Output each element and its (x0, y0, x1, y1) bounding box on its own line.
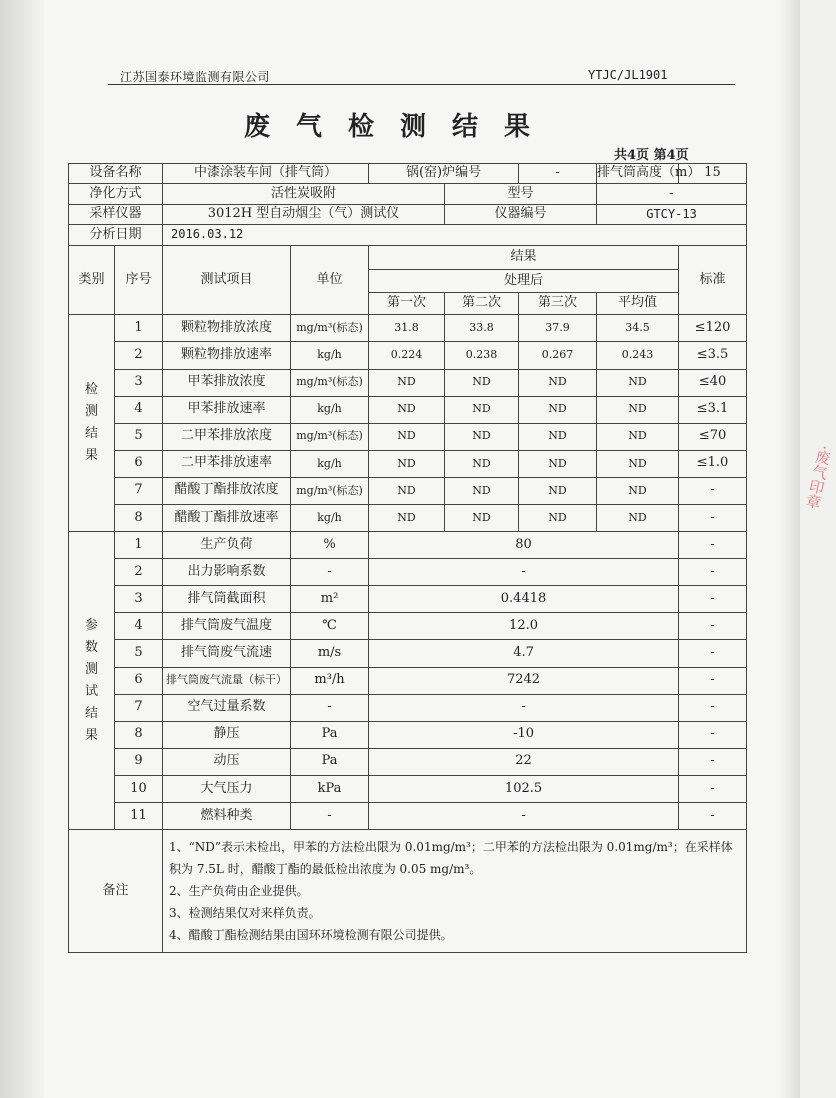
stack-height-label: 排气筒高度（m） (597, 164, 679, 184)
value-cell: 0.224 (369, 342, 445, 369)
unit-cell: mg/m³(标态) (291, 315, 369, 342)
item-cell: 颗粒物排放浓度 (163, 315, 291, 342)
param-row (69, 640, 747, 667)
unit-cell: ℃ (291, 613, 369, 640)
standard-cell: - (679, 721, 747, 748)
value-cell: ND (519, 450, 597, 477)
value-cell: 80 (369, 532, 679, 559)
value-cell: ND (445, 505, 519, 532)
seq-cell: 5 (115, 640, 163, 667)
param-row (69, 586, 747, 613)
unit-cell: - (291, 559, 369, 586)
item-cell: 燃料种类 (163, 803, 291, 830)
item-cell: 二甲苯排放速率 (163, 450, 291, 477)
standard-cell: - (679, 559, 747, 586)
param-row (69, 532, 747, 559)
unit-cell: m³/h (291, 667, 369, 694)
col-standard: 标准 (679, 245, 747, 315)
param-row (69, 694, 747, 721)
item-cell: 二甲苯排放浓度 (163, 423, 291, 450)
value-cell: ND (519, 505, 597, 532)
seq-cell: 3 (115, 586, 163, 613)
detect-row (69, 342, 747, 369)
item-cell: 排气筒废气流量（标干） (163, 667, 291, 694)
unit-cell: kg/h (291, 396, 369, 423)
value-cell: 0.243 (597, 342, 679, 369)
seq-cell: 6 (115, 450, 163, 477)
meta-row (69, 204, 747, 224)
detect-row (69, 423, 747, 450)
sampler-label: 采样仪器 (69, 204, 163, 224)
value-cell: 22 (369, 748, 679, 775)
standard-cell: ≤3.1 (679, 396, 747, 423)
col-unit: 单位 (291, 245, 369, 315)
category-param-text: 参数测试结果 (84, 617, 98, 743)
unit-cell: m/s (291, 640, 369, 667)
value-cell: ND (597, 369, 679, 396)
seq-cell: 8 (115, 721, 163, 748)
results-table (68, 163, 747, 953)
unit-cell: mg/m³(标态) (291, 369, 369, 396)
unit-cell: kg/h (291, 450, 369, 477)
unit-cell: mg/m³(标态) (291, 423, 369, 450)
remarks-row (69, 830, 747, 953)
value-cell: 34.5 (597, 315, 679, 342)
detect-row (69, 450, 747, 477)
item-cell: 空气过量系数 (163, 694, 291, 721)
col-item: 测试项目 (163, 245, 291, 315)
document-code: YTJC/JL1901 (588, 68, 668, 82)
seq-cell: 4 (115, 613, 163, 640)
scan-left-edge (0, 0, 44, 1098)
meta-row (69, 225, 747, 245)
remark-line: 2、生产负荷由企业提供。 (169, 883, 309, 898)
remarks-cell (163, 830, 747, 953)
unit-cell: % (291, 532, 369, 559)
col-first: 第一次 (369, 292, 445, 315)
standard-cell: ≤120 (679, 315, 747, 342)
col-category: 类别 (69, 245, 115, 315)
remark-line: 1、“ND”表示未检出，甲苯的方法检出限为 0.01mg/m³；二甲苯的方法检出限为 0.01mg/m³；在采样体积为 7.5L 时，醋酸丁酯的最低检出浓度为 0.05 mg/m³。 (169, 839, 733, 876)
item-cell: 颗粒物排放速率 (163, 342, 291, 369)
item-cell: 甲苯排放浓度 (163, 369, 291, 396)
seal-stamp: ·废气印章 (802, 443, 834, 511)
detect-row (69, 369, 747, 396)
sampler-value: 3012H 型自动烟尘（气）测试仪 (163, 204, 445, 224)
value-cell: ND (597, 477, 679, 504)
standard-cell: ≤1.0 (679, 450, 747, 477)
standard-cell: - (679, 613, 747, 640)
col-second: 第二次 (445, 292, 519, 315)
col-avg: 平均值 (597, 292, 679, 315)
value-cell: 37.9 (519, 315, 597, 342)
item-cell: 醋酸丁酯排放浓度 (163, 477, 291, 504)
seq-cell: 6 (115, 667, 163, 694)
value-cell: ND (445, 396, 519, 423)
device-name-label: 设备名称 (69, 164, 163, 184)
unit-cell: - (291, 803, 369, 830)
model-value: - (597, 184, 747, 204)
item-cell: 动压 (163, 748, 291, 775)
param-row (69, 667, 747, 694)
seq-cell: 3 (115, 369, 163, 396)
seq-cell: 7 (115, 694, 163, 721)
value-cell: ND (445, 369, 519, 396)
standard-cell: ≤40 (679, 369, 747, 396)
item-cell: 出力影响系数 (163, 559, 291, 586)
value-cell: ND (597, 450, 679, 477)
value-cell: 0.238 (445, 342, 519, 369)
value-cell: 4.7 (369, 640, 679, 667)
detect-row (69, 505, 747, 532)
seq-cell: 10 (115, 775, 163, 802)
item-cell: 甲苯排放速率 (163, 396, 291, 423)
stack-height: 15 (679, 164, 747, 184)
value-cell: ND (519, 423, 597, 450)
value-cell: ND (369, 450, 445, 477)
header-rule (108, 84, 735, 85)
col-third: 第三次 (519, 292, 597, 315)
value-cell: ND (597, 423, 679, 450)
standard-cell: - (679, 803, 747, 830)
device-name: 中漆涂装车间（排气筒） (163, 164, 369, 184)
unit-cell: kg/h (291, 342, 369, 369)
category-detect (69, 315, 115, 532)
standard-cell: - (679, 505, 747, 532)
value-cell: ND (445, 450, 519, 477)
col-result: 结果 (369, 245, 679, 270)
value-cell: -10 (369, 721, 679, 748)
param-row (69, 613, 747, 640)
value-cell: 0.4418 (369, 586, 679, 613)
page-title: 废气检测结果 (243, 112, 556, 142)
unit-cell: mg/m³(标态) (291, 477, 369, 504)
standard-cell: - (679, 586, 747, 613)
instrument-no: GTCY-13 (597, 204, 747, 224)
boiler-no: - (519, 164, 597, 184)
item-cell: 排气筒截面积 (163, 586, 291, 613)
value-cell: 0.267 (519, 342, 597, 369)
value-cell: ND (369, 396, 445, 423)
value-cell: 31.8 (369, 315, 445, 342)
remark-line: 3、检测结果仅对来样负责。 (169, 906, 321, 921)
standard-cell: - (679, 775, 747, 802)
param-row (69, 559, 747, 586)
value-cell: ND (519, 396, 597, 423)
meta-row (69, 184, 747, 204)
value-cell: 12.0 (369, 613, 679, 640)
unit-cell: Pa (291, 748, 369, 775)
instrument-no-label: 仪器编号 (445, 204, 597, 224)
remarks-label: 备注 (69, 830, 163, 953)
unit-cell: - (291, 694, 369, 721)
value-cell: ND (369, 423, 445, 450)
value-cell: - (369, 559, 679, 586)
meta-row (69, 164, 747, 184)
category-param (69, 532, 115, 830)
detect-row (69, 396, 747, 423)
seq-cell: 7 (115, 477, 163, 504)
value-cell: ND (597, 396, 679, 423)
boiler-no-label: 锅(窑)炉编号 (369, 164, 519, 184)
standard-cell: ≤70 (679, 423, 747, 450)
seq-cell: 11 (115, 803, 163, 830)
col-treated: 处理后 (369, 270, 679, 293)
standard-cell: - (679, 532, 747, 559)
value-cell: ND (369, 505, 445, 532)
item-cell: 排气筒废气温度 (163, 613, 291, 640)
value-cell: ND (519, 369, 597, 396)
standard-cell: ≤3.5 (679, 342, 747, 369)
param-row (69, 803, 747, 830)
param-row (69, 721, 747, 748)
col-seq: 序号 (115, 245, 163, 315)
seq-cell: 8 (115, 505, 163, 532)
param-row (69, 748, 747, 775)
item-cell: 排气筒废气流速 (163, 640, 291, 667)
seq-cell: 1 (115, 315, 163, 342)
unit-cell: Pa (291, 721, 369, 748)
value-cell: ND (597, 505, 679, 532)
param-row (69, 775, 747, 802)
value-cell: - (369, 694, 679, 721)
company-name: 江苏国泰环境监测有限公司 (120, 70, 271, 84)
standard-cell: - (679, 694, 747, 721)
value-cell: ND (445, 477, 519, 504)
unit-cell: kPa (291, 775, 369, 802)
standard-cell: - (679, 477, 747, 504)
seq-cell: 2 (115, 342, 163, 369)
header-row (69, 245, 747, 270)
purify-label: 净化方式 (69, 184, 163, 204)
value-cell: 7242 (369, 667, 679, 694)
purify-method: 活性炭吸附 (163, 184, 445, 204)
value-cell: ND (369, 369, 445, 396)
value-cell: 33.8 (445, 315, 519, 342)
item-cell: 大气压力 (163, 775, 291, 802)
standard-cell: - (679, 640, 747, 667)
standard-cell: - (679, 748, 747, 775)
seq-cell: 5 (115, 423, 163, 450)
seq-cell: 2 (115, 559, 163, 586)
model-label: 型号 (445, 184, 597, 204)
page-count: 共4页 第4页 (614, 148, 689, 163)
value-cell: - (369, 803, 679, 830)
value-cell: ND (445, 423, 519, 450)
value-cell: ND (519, 477, 597, 504)
seq-cell: 4 (115, 396, 163, 423)
category-detect-text: 检测结果 (84, 382, 98, 464)
value-cell: 102.5 (369, 775, 679, 802)
unit-cell: m² (291, 586, 369, 613)
unit-cell: kg/h (291, 505, 369, 532)
item-cell: 醋酸丁酯排放速率 (163, 505, 291, 532)
remark-line: 4、醋酸丁酯检测结果由国环环境检测有限公司提供。 (169, 928, 453, 943)
item-cell: 静压 (163, 721, 291, 748)
detect-row (69, 315, 747, 342)
seq-cell: 9 (115, 748, 163, 775)
item-cell: 生产负荷 (163, 532, 291, 559)
analysis-date: 2016.03.12 (163, 225, 747, 245)
detect-row (69, 477, 747, 504)
standard-cell: - (679, 667, 747, 694)
value-cell: ND (369, 477, 445, 504)
analysis-date-label: 分析日期 (69, 225, 163, 245)
seq-cell: 1 (115, 532, 163, 559)
